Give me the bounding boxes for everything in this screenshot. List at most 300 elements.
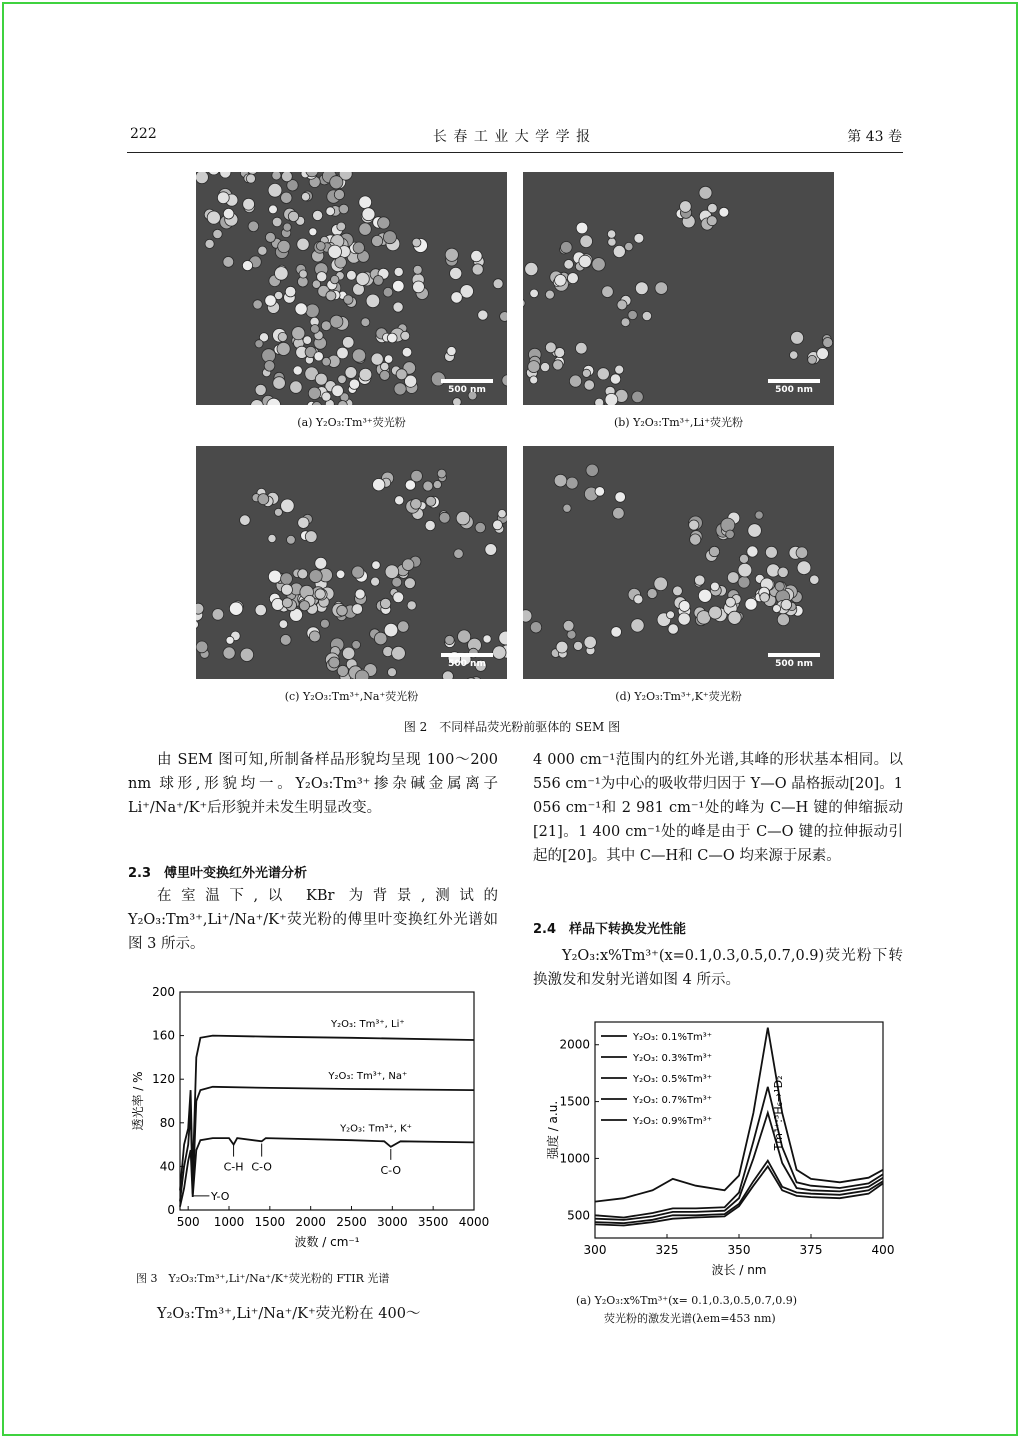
sem-particle: [439, 512, 450, 523]
legend-entry: Y₂O₃: 0.1%Tm³⁺: [633, 1032, 713, 1043]
sem-particle: [305, 531, 317, 543]
y-tick-label: 120: [152, 1072, 175, 1087]
sem-particle: [315, 373, 327, 385]
sem-particle: [775, 582, 784, 591]
sem-particle: [611, 627, 622, 638]
sem-particle: [395, 496, 404, 505]
sem-particle: [306, 304, 320, 318]
sem-particle: [314, 352, 323, 361]
sem-particle: [412, 238, 421, 247]
sem-particle: [823, 338, 833, 348]
sem-particle: [352, 604, 363, 615]
sem-particle: [680, 201, 692, 213]
sem-particle: [502, 375, 507, 386]
sem-particle: [773, 605, 781, 613]
scale-bar: 500 nm: [768, 379, 820, 395]
sem-particle: [336, 570, 345, 579]
sem-particle: [196, 603, 204, 614]
sem-particle: [243, 198, 255, 210]
sem-particle: [613, 507, 625, 519]
sem-particle: [566, 477, 578, 489]
sem-particle: [309, 631, 320, 642]
right-paragraph-1: 4 000 cm⁻¹范围内的红外光谱,其峰的形状基本相同。以 556 cm⁻¹为中心的吸收带归因于 Y—O 晶格振动[20]。1 056 cm⁻¹和 2 981 cm⁻¹处的峰为 C—H 键的伸缩振动[21]。1 400 cm⁻¹处的峰是由于 C—O 键的拉伸振动引起的[20]。其中 C—H和 C—O 均来源于尿素。: [533, 752, 903, 864]
sem-particle: [447, 347, 456, 356]
y-axis-label: 强度 / a.u.: [546, 1100, 560, 1160]
left-paragraph-2: 在室温下,以 KBr 为背景,测试的 Y₂O₃:Tm³⁺,Li⁺/Na⁺/K⁺荧光粉的傅里叶变换红外光谱如图 3 所示。: [128, 888, 498, 952]
sem-particle: [371, 353, 383, 365]
x-tick-label: 325: [655, 1243, 679, 1257]
sem-particle: [278, 332, 287, 341]
sem-particle: [451, 292, 462, 303]
annotation-label: C-O: [251, 1160, 272, 1174]
sem-particle: [315, 557, 327, 569]
sem-particle: [299, 601, 309, 611]
sem-particle: [392, 646, 406, 660]
sem-particle: [355, 589, 365, 599]
sem-particle: [281, 573, 293, 585]
sem-particle: [299, 270, 307, 278]
sem-particle: [356, 272, 369, 285]
sem-particle: [361, 318, 370, 327]
sem-particle: [530, 289, 539, 298]
sem-particle: [817, 348, 829, 360]
scale-bar: 500 nm: [768, 653, 820, 669]
sem-particle: [392, 577, 402, 587]
sem-particle: [555, 275, 567, 287]
sem-particle: [485, 544, 497, 556]
sem-particle: [450, 267, 462, 279]
sem-particle: [352, 349, 365, 362]
section-2-4-heading: 2.4 样品下转换发光性能: [533, 922, 687, 937]
sem-particle: [285, 286, 296, 297]
sem-particle: [655, 282, 668, 295]
sem-particle: [349, 379, 359, 389]
sem-particle: [632, 391, 644, 403]
sem-particle: [530, 622, 541, 633]
sem-particle: [810, 575, 819, 584]
sem-particle: [273, 377, 286, 390]
sem-particle: [352, 566, 364, 578]
sem-particle: [567, 273, 578, 284]
sem-particle: [255, 340, 263, 348]
sem-particle: [456, 511, 470, 525]
figure4a-caption-line2: 荧光粉的激发光谱(λem=453 nm): [604, 1312, 776, 1325]
sem-particle: [393, 280, 405, 292]
y-tick-label: 0: [167, 1203, 175, 1217]
sem-particle: [253, 300, 262, 309]
sem-particle: [320, 619, 329, 628]
sem-particle: [808, 355, 817, 364]
sem-particle: [268, 183, 282, 197]
sem-particle: [282, 598, 292, 608]
sem-particle: [528, 361, 540, 373]
sem-particle: [330, 315, 343, 328]
sem-particle: [297, 238, 309, 250]
sem-caption-c: (c) Y₂O₃:Tm³⁺,Na⁺荧光粉: [284, 690, 419, 703]
sem-particle: [344, 295, 353, 304]
figure4a-caption-line1: (a) Y₂O₃:x%Tm³⁺(x= 0.1,0.3,0.5,0.7,0.9): [576, 1294, 798, 1307]
left-paragraph-3: Y₂O₃:Tm³⁺,Li⁺/Na⁺/K⁺荧光粉在 400～: [157, 1306, 421, 1322]
sem-particle: [561, 242, 573, 254]
sem-particle: [394, 267, 403, 276]
sem-particle: [366, 294, 380, 308]
sem-particle: [258, 246, 267, 255]
sem-particle: [423, 481, 433, 491]
sem-particle: [493, 279, 503, 289]
sem-particle: [454, 549, 464, 559]
sem-particle: [654, 577, 668, 591]
sem-particle: [411, 470, 423, 482]
sem-particle: [437, 469, 446, 478]
sem-particle: [499, 631, 507, 645]
sem-particle: [668, 624, 678, 634]
sem-particle: [411, 499, 422, 510]
sem-particle: [337, 222, 346, 231]
sem-particle: [721, 518, 735, 532]
sem-particle: [196, 620, 199, 628]
sem-particle: [541, 363, 550, 372]
x-tick-label: 400: [871, 1243, 895, 1257]
sem-particle: [726, 597, 736, 607]
annotation-label: C-H: [223, 1160, 244, 1174]
sem-particle: [373, 479, 385, 491]
sem-particle: [264, 361, 275, 372]
volume-label: 第 43 卷: [847, 129, 902, 145]
sem-particle: [579, 255, 591, 267]
sem-particle: [458, 630, 471, 643]
sem-particle: [678, 613, 690, 625]
sem-particle: [797, 561, 811, 575]
annotation-label: C-O: [380, 1163, 402, 1177]
sem-particle: [634, 595, 643, 604]
x-tick-label: 300: [583, 1243, 607, 1257]
sem-particle: [265, 232, 275, 242]
sem-particle: [322, 357, 331, 366]
sem-particle: [493, 646, 506, 659]
sem-particle: [287, 535, 296, 544]
sem-particle: [398, 621, 409, 632]
sem-particle: [380, 598, 390, 608]
sem-particle: [563, 620, 574, 631]
sem-particle: [337, 665, 348, 676]
figure2-caption: 图 2 不同样品荧光粉前驱体的 SEM 图: [403, 720, 621, 734]
sem-particle: [748, 524, 762, 538]
sem-particle: [545, 290, 554, 299]
sem-image-d: [523, 446, 834, 679]
sem-image-a: [196, 172, 507, 405]
sem-particle: [272, 598, 284, 610]
journal-title: 长 春 工 业 大 学 学 报: [432, 129, 592, 145]
sem-particle: [796, 547, 808, 559]
sem-particle: [292, 327, 305, 340]
sem-particle: [345, 367, 357, 379]
section-2-3-heading: 2.3 傅里叶变换红外光谱分析: [128, 866, 308, 881]
sem-particle: [288, 211, 298, 221]
right-paragraph-2: Y₂O₃:x%Tm³⁺(x=0.1,0.3,0.5,0.7,0.9)荧光粉下转换激发和发射光谱如图 4 所示。: [533, 948, 903, 988]
sem-particle: [628, 310, 637, 319]
sem-particle: [328, 245, 341, 258]
sem-particle: [290, 381, 302, 393]
sem-image-c: [196, 446, 507, 679]
sem-caption-b: (b) Y₂O₃:Tm³⁺,Li⁺荧光粉: [613, 416, 744, 429]
sem-particle: [574, 641, 583, 650]
sem-particle: [240, 648, 253, 661]
sem-particle: [255, 384, 266, 395]
series-label: Y₂O₃: Tm³⁺, Na⁺: [328, 1071, 408, 1083]
sem-particle: [303, 336, 312, 345]
sem-particle: [246, 174, 255, 183]
header-rule: [127, 152, 903, 153]
sem-particle: [445, 248, 458, 261]
sem-particle: [586, 464, 598, 476]
sem-particle: [615, 365, 624, 374]
sem-particle: [298, 517, 309, 528]
sem-particle: [383, 646, 393, 656]
sem-particle: [359, 223, 371, 235]
sem-particle: [760, 593, 769, 602]
sem-particle: [727, 572, 739, 584]
sem-particle: [393, 302, 403, 312]
sem-particle: [413, 265, 422, 274]
sem-particle: [695, 575, 705, 585]
sem-particle: [523, 299, 525, 308]
sem-particle: [385, 565, 399, 579]
sem-particle: [337, 347, 349, 359]
legend-entry: Y₂O₃: 0.3%Tm³⁺: [633, 1053, 713, 1064]
y-tick-label: 1500: [559, 1094, 590, 1109]
sem-particle: [196, 641, 208, 653]
sem-particle: [453, 398, 462, 405]
sem-particle: [607, 230, 615, 238]
sem-particle: [352, 641, 361, 650]
sem-particle: [500, 312, 507, 322]
sem-particle: [347, 270, 357, 280]
sem-particle: [301, 193, 309, 201]
sem-particle: [426, 496, 436, 506]
figure3-caption: 图 3 Y₂O₃:Tm³⁺,Li⁺/Na⁺/K⁺荧光粉的 FTIR 光谱: [136, 1272, 390, 1285]
sem-particle: [384, 623, 398, 637]
sem-particle: [248, 221, 259, 232]
ftir-chart: [128, 982, 498, 1254]
sem-particle: [580, 235, 593, 248]
sem-particle: [711, 582, 720, 591]
sem-particle: [445, 635, 454, 644]
sem-particle: [223, 647, 235, 659]
sem-particle: [330, 176, 343, 189]
sem-particle: [213, 229, 222, 238]
sem-particle: [308, 387, 320, 399]
sem-particle: [556, 641, 568, 653]
sem-particle: [689, 520, 699, 530]
sem-particle: [393, 592, 404, 603]
sem-particle: [778, 567, 788, 577]
sem-particle: [242, 261, 252, 271]
x-tick-label: 3000: [377, 1215, 408, 1229]
plot-frame: [180, 992, 474, 1210]
sem-particle: [745, 598, 757, 610]
sem-particle: [277, 342, 290, 355]
sem-particle: [781, 599, 792, 610]
sem-particle: [595, 398, 604, 405]
sem-particle: [472, 264, 483, 275]
sem-particle: [281, 584, 292, 595]
x-tick-label: 375: [799, 1243, 823, 1257]
sem-particle: [625, 242, 633, 250]
sem-particle: [359, 196, 372, 209]
sem-caption-a: (a) Y₂O₃:Tm³⁺荧光粉: [297, 416, 406, 429]
sem-particle: [402, 559, 414, 571]
sem-particle: [342, 337, 354, 349]
sem-particle: [605, 393, 618, 405]
sem-particle: [268, 570, 281, 583]
y-tick-label: 40: [159, 1159, 175, 1174]
sem-particle: [394, 383, 406, 395]
sem-particle: [647, 589, 657, 599]
sem-particle: [777, 614, 789, 626]
sem-particle: [258, 494, 269, 505]
sem-particle: [212, 609, 224, 621]
sem-particle: [280, 635, 291, 646]
sem-particle: [383, 231, 396, 244]
excitation-chart: [533, 1014, 903, 1284]
x-tick-label: 2500: [336, 1215, 367, 1229]
sem-particle: [380, 370, 390, 380]
sem-particle: [498, 510, 506, 518]
sem-particle: [208, 172, 220, 175]
sem-particle: [621, 318, 630, 327]
sem-particle: [608, 238, 616, 246]
sem-particle: [309, 228, 317, 236]
sem-particle: [471, 250, 482, 261]
sem-caption-d: (d) Y₂O₃:Tm³⁺,K⁺荧光粉: [615, 690, 742, 703]
series-line: [180, 1087, 474, 1202]
sem-particle: [196, 172, 208, 184]
sem-particle: [293, 366, 302, 375]
sem-particle: [205, 239, 214, 248]
sem-particle: [617, 300, 627, 310]
sem-particle: [265, 295, 276, 306]
sem-particle: [283, 223, 291, 231]
sem-particle: [402, 347, 412, 357]
sem-particle: [554, 474, 567, 487]
sem-particle: [592, 258, 605, 271]
sem-particle: [525, 262, 538, 275]
sem-particle: [359, 368, 372, 381]
sem-particle: [553, 360, 563, 370]
y-tick-label: 500: [567, 1208, 590, 1223]
sem-particle: [337, 605, 348, 616]
scale-bar: 500 nm: [441, 653, 493, 669]
sem-particle: [584, 380, 594, 390]
sem-particle: [331, 275, 339, 283]
sem-particle: [311, 325, 320, 334]
sem-image-b: [523, 172, 834, 405]
sem-particle: [698, 589, 711, 602]
x-tick-label: 350: [727, 1243, 751, 1257]
sem-particle: [295, 303, 307, 315]
sem-particle: [322, 392, 331, 401]
legend-entry: Y₂O₃: 0.7%Tm³⁺: [633, 1095, 713, 1106]
x-axis-label: 波数 / cm⁻¹: [294, 1235, 360, 1249]
sem-particle: [582, 369, 590, 377]
sem-particle: [699, 186, 712, 199]
scale-bar: 500 nm: [441, 379, 493, 395]
sem-particle: [563, 504, 571, 512]
sem-particle: [523, 610, 532, 622]
x-tick-label: 4000: [458, 1215, 490, 1229]
sem-particle: [207, 211, 220, 224]
sem-particle: [220, 172, 231, 178]
sem-particle: [707, 216, 717, 226]
sem-particle: [564, 260, 574, 270]
x-tick-label: 2000: [295, 1215, 326, 1229]
sem-particle: [407, 601, 416, 610]
sem-particle: [282, 172, 293, 182]
sem-particle: [765, 546, 777, 558]
sem-particle: [569, 375, 581, 387]
sem-particle: [278, 240, 290, 252]
sem-particle: [272, 217, 282, 227]
sem-particle: [332, 385, 344, 397]
legend-entry: Y₂O₃: 0.9%Tm³⁺: [633, 1116, 713, 1127]
sem-particle: [790, 351, 798, 359]
sem-particle: [475, 522, 485, 532]
sem-particle: [615, 492, 626, 503]
sem-particle: [313, 210, 323, 220]
sem-particle: [404, 578, 415, 589]
sem-particle: [739, 554, 748, 563]
sem-particle: [396, 369, 407, 380]
sem-particle: [631, 619, 644, 632]
sem-particle: [555, 348, 565, 358]
sem-particle: [673, 586, 683, 596]
sem-particle: [401, 331, 410, 340]
sem-particle: [679, 601, 690, 612]
sem-particle: [326, 207, 335, 216]
sem-particle: [338, 375, 347, 384]
sem-particle: [728, 611, 741, 624]
y-tick-label: 2000: [559, 1037, 590, 1052]
sem-particle: [250, 400, 263, 405]
sem-particle: [342, 647, 354, 659]
sem-particle: [755, 511, 763, 519]
sem-particle: [709, 606, 722, 619]
sem-particle: [268, 534, 276, 542]
sem-particle: [747, 546, 758, 557]
sem-particle: [378, 217, 390, 229]
sem-particle: [709, 546, 719, 556]
sem-particle: [478, 310, 488, 320]
legend-entry: Y₂O₃: 0.5%Tm³⁺: [633, 1074, 713, 1085]
sem-particle: [413, 281, 425, 293]
sem-particle: [362, 208, 375, 221]
sem-particle: [372, 235, 383, 246]
x-tick-label: 3500: [417, 1215, 449, 1229]
y-axis-label: 透光率 / %: [131, 1071, 145, 1131]
sem-particle: [372, 561, 381, 570]
y-tick-label: 200: [152, 985, 175, 999]
sem-particle: [316, 242, 325, 251]
sem-particle: [483, 635, 491, 643]
sem-particle: [576, 342, 588, 354]
y-tick-label: 160: [152, 1028, 175, 1043]
sem-particle: [255, 604, 266, 615]
sem-particle: [240, 515, 251, 526]
sem-particle: [388, 668, 397, 677]
sem-particle: [281, 499, 295, 513]
sem-particle: [610, 374, 620, 384]
page-number: 222: [130, 126, 157, 142]
